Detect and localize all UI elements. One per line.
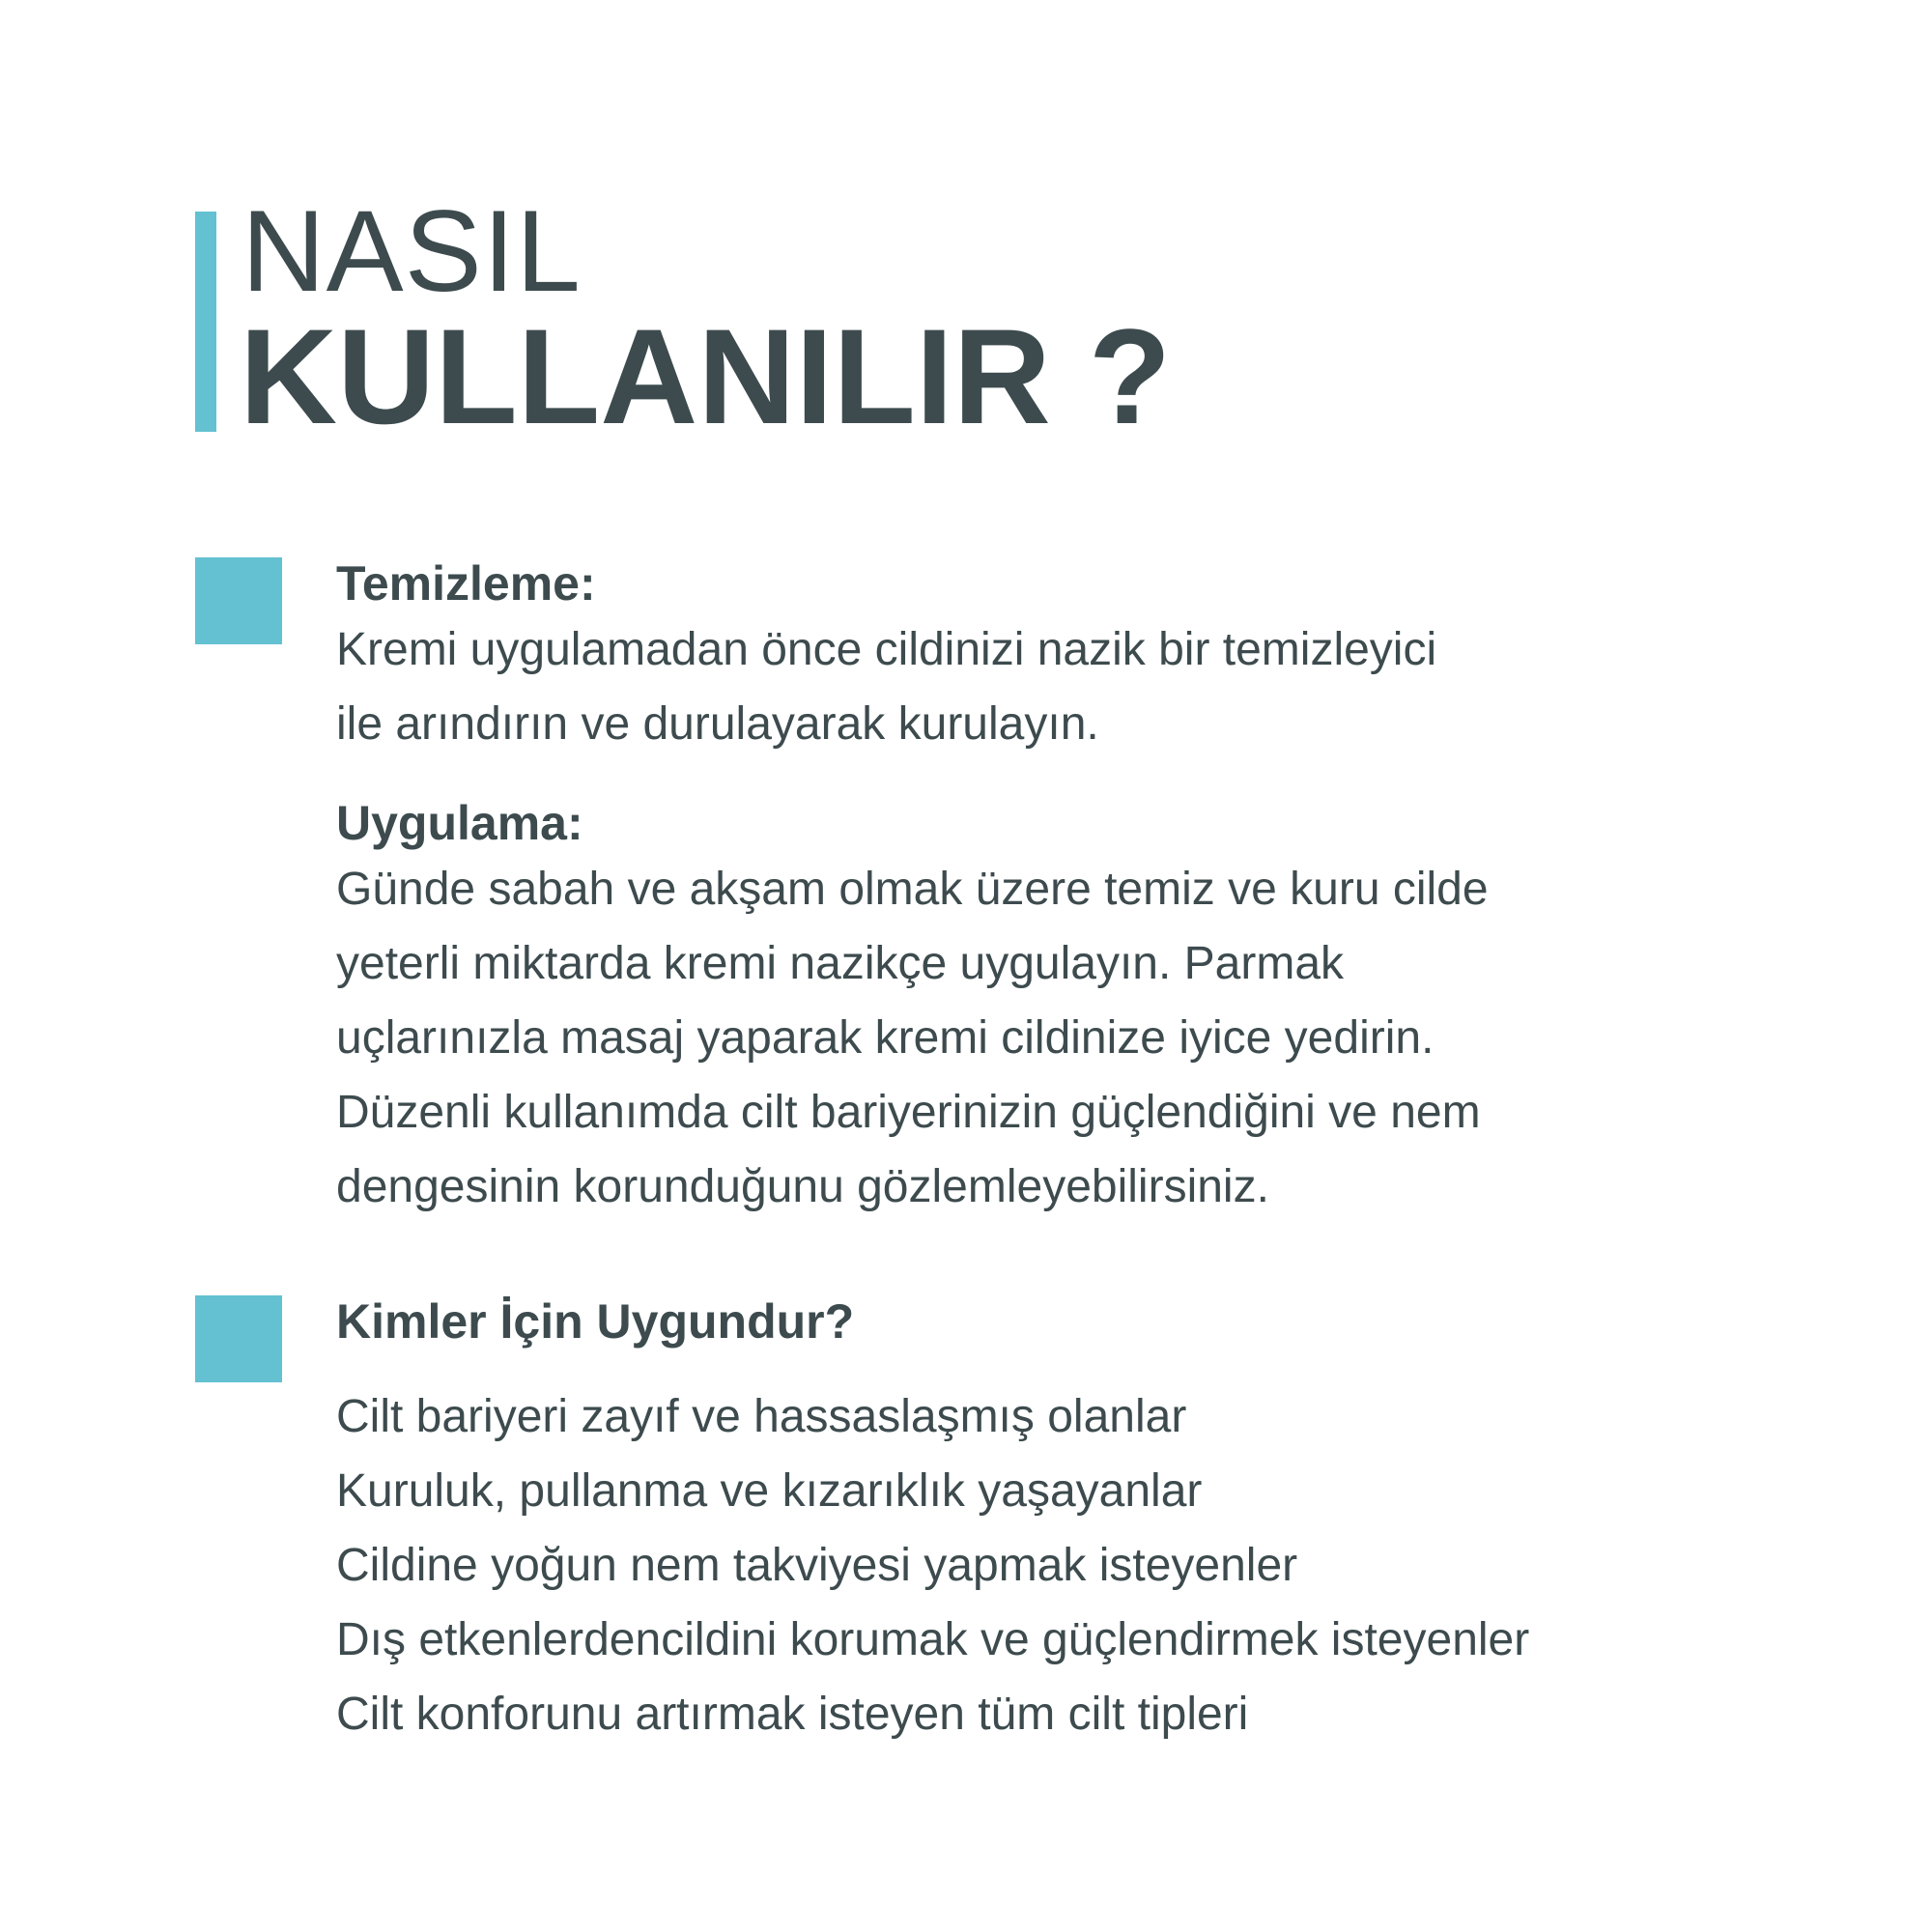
section-application: [336, 794, 1843, 1224]
section-heading: Kimler İçin Uygundur?: [336, 1294, 855, 1349]
section-suitable-for: [336, 1293, 1843, 1751]
section-marker-square: [195, 1295, 282, 1382]
section-list: [336, 1379, 1843, 1751]
list-item: Cilt konforunu artırmak isteyen tüm cilt tipleri: [336, 1689, 1249, 1740]
text-line: Düzenli kullanımda cilt bariyerinizin güçlendiğini ve nem: [336, 1087, 1481, 1138]
text-line: Günde sabah ve akşam olmak üzere temiz ve kuru cilde: [336, 864, 1489, 915]
list-item: Kuruluk, pullanma ve kızarıklık yaşayanlar: [336, 1465, 1203, 1517]
text-line: Kremi uygulamadan önce cildinizi nazik bir temizleyici: [336, 624, 1437, 675]
section-text: [336, 612, 1843, 761]
title-accent-bar: [195, 212, 216, 432]
section-heading: Uygulama:: [336, 796, 583, 850]
list-item: Cildine yoğun nem takviyesi yapmak isteyenler: [336, 1540, 1298, 1591]
section-marker-square: [195, 557, 282, 644]
text-line: dengesinin korunduğunu gözlemleyebilirsiniz.: [336, 1161, 1269, 1212]
section-text: [336, 852, 1843, 1224]
text-line: uçlarınızla masaj yaparak kremi cildinize iyice yedirin.: [336, 1012, 1435, 1064]
list-item: Dış etkenlerdencildini korumak ve güçlendirmek isteyenler: [336, 1614, 1530, 1665]
text-line: yeterli miktarda kremi nazikçe uygulayın. Parmak: [336, 938, 1345, 989]
list-item: Cilt bariyeri zayıf ve hassaslaşmış olanlar: [336, 1391, 1187, 1442]
page-title-line2: KULLANILIR ?: [240, 300, 1172, 452]
page-title-line1: NASIL: [242, 186, 582, 316]
section-cleansing: [336, 554, 1843, 761]
section-heading: Temizleme:: [336, 556, 596, 611]
text-line: ile arındırın ve durulayarak kurulayın.: [336, 698, 1099, 750]
